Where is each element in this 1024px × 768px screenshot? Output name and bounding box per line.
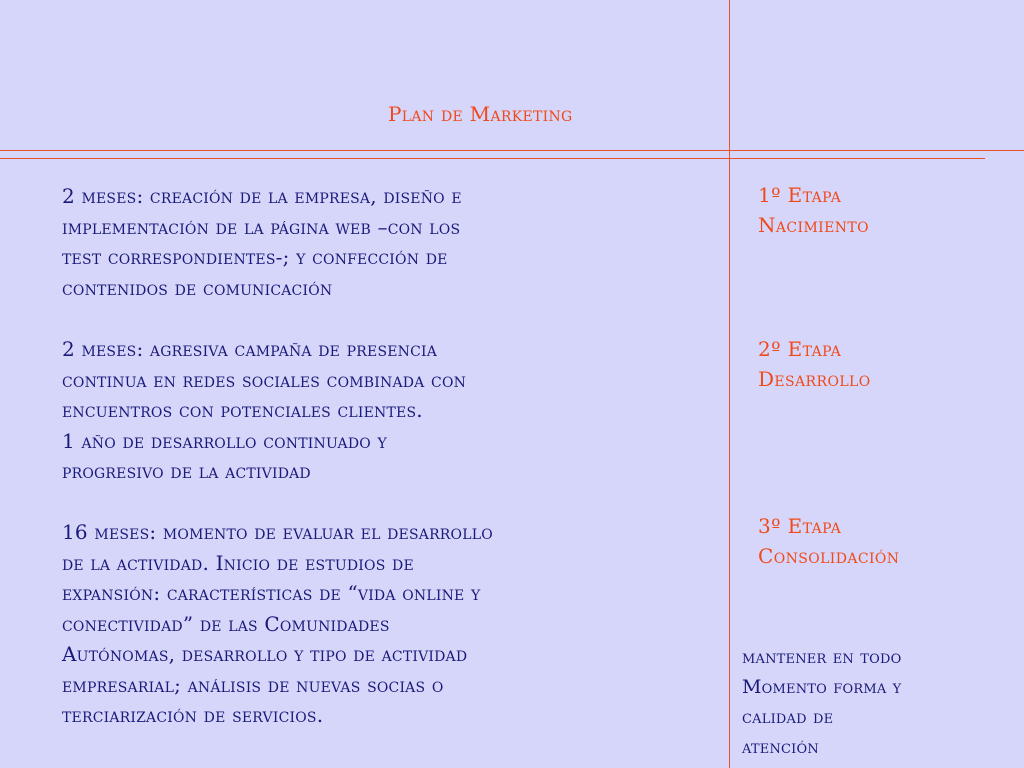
text-line: conectividad” de las Comunidades <box>62 611 390 636</box>
text-line: empresarial; análisis de nuevas socias o <box>62 672 444 697</box>
stage-3-label <box>758 511 899 571</box>
note-line: calidad de <box>742 706 834 728</box>
text-line: encuentros con potenciales clientes. <box>62 398 423 422</box>
text-block-3 <box>62 517 722 731</box>
text-line: 1 año de desarrollo continuado y <box>62 428 387 453</box>
note-line: mantener en todo <box>742 646 902 668</box>
stage-number: 3º Etapa <box>758 514 842 538</box>
text-line: 2 meses: agresiva campaña de presencia <box>62 337 438 361</box>
text-line: test correspondientes-; y confección de <box>62 245 448 269</box>
text-block-2 <box>62 334 722 487</box>
text-line: 16 meses: momento de evaluar el desarrollo <box>62 520 493 544</box>
text-line: de la actividad. Inicio de estudios de <box>62 550 414 575</box>
text-line: progresivo de la actividad <box>62 459 311 483</box>
stage-number: 1º Etapa <box>758 183 842 207</box>
stage-name: Nacimiento <box>758 213 870 237</box>
note-line: atención <box>742 736 819 758</box>
horizontal-rule-top <box>0 150 1024 151</box>
text-line: 2 meses: creación de la empresa, diseño e <box>62 184 462 208</box>
stage-name: Consolidación <box>758 544 900 568</box>
side-note <box>742 642 901 762</box>
text-line: implementación de la página web –con los <box>62 214 461 239</box>
text-line: Autónomas, desarrollo y tipo de actividad <box>62 642 468 666</box>
note-line: Momento forma y <box>742 676 902 698</box>
text-block-1 <box>62 181 722 303</box>
page-title: Plan de Marketing <box>388 102 573 126</box>
vertical-divider <box>729 0 730 768</box>
text-line: terciarización de servicios. <box>62 703 324 727</box>
stage-name: Desarrollo <box>758 367 871 391</box>
stage-number: 2º Etapa <box>758 337 842 361</box>
stage-1-label <box>758 180 869 240</box>
horizontal-rule-bottom <box>0 158 985 159</box>
text-line: expansión: características de “vida online y <box>62 581 481 605</box>
text-line: contenidos de comunicación <box>62 275 333 300</box>
text-line: continua en redes sociales combinada con <box>62 367 467 392</box>
stage-2-label <box>758 334 871 394</box>
